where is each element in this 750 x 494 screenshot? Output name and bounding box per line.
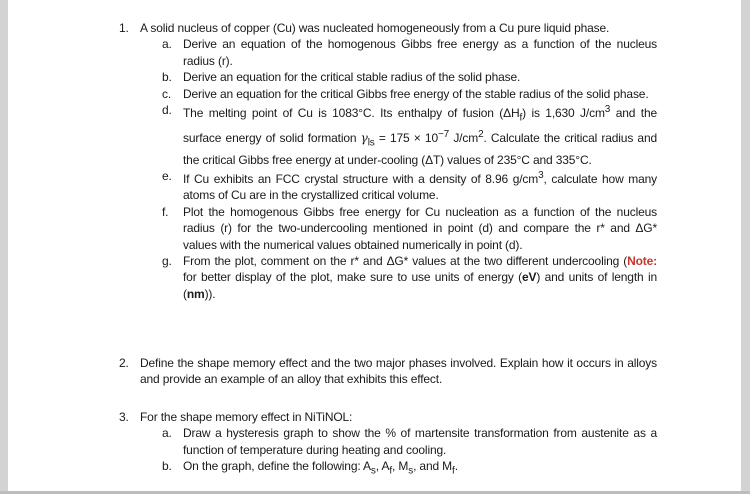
question-text: A solid nucleus of copper (Cu) was nucleated homogeneously from a Cu pure liquid phase.	[140, 21, 610, 35]
subquestion-label: d.	[162, 103, 172, 118]
subquestion-label: f.	[162, 204, 169, 219]
subquestion-1a	[162, 36, 657, 69]
superscript: −7	[437, 128, 450, 140]
subquestion-1f	[162, 204, 657, 253]
text-run: J/cm	[449, 130, 479, 145]
subquestion-text: Plot the homogenous Gibbs free energy for Cu nucleation as a function of the nucleus radius (r) for the two-undercooling mentioned in point (d) and compare the r* and ΔG* values with the numerical values obtained numerically in point (d).	[183, 204, 657, 252]
subquestion-1b	[162, 69, 657, 85]
subquestion-label: a.	[162, 426, 172, 441]
text-run: for better display of the plot, make sure to use units of energy (	[183, 270, 522, 285]
subscript: ls	[367, 137, 375, 149]
subquestion-1d	[162, 102, 657, 168]
subquestion-3b	[162, 458, 657, 480]
question-number: 3.	[119, 410, 129, 424]
question-number: 1.	[119, 21, 129, 35]
text-run: On the graph, define the following: A	[183, 459, 371, 474]
text-run: If Cu exhibits an FCC crystal structure with a density of 8.96 g/cm	[183, 172, 539, 187]
text-run: ) and units of length in (	[183, 270, 657, 301]
question-2	[119, 355, 657, 388]
unit-ev: eV	[521, 270, 537, 285]
text-run: , and M	[413, 459, 453, 474]
right-margin-shade	[741, 0, 750, 494]
subquestion-1e	[162, 168, 657, 204]
question-3	[119, 409, 657, 480]
left-margin-shade	[0, 0, 8, 494]
superscript: 3	[604, 104, 611, 116]
subquestion-label: g.	[162, 254, 172, 269]
subquestion-label: b.	[162, 70, 172, 85]
subscript: f	[519, 112, 523, 124]
question-number: 2.	[119, 356, 129, 370]
text-run: = 175 × 10	[374, 130, 438, 145]
gamma-symbol: γ	[360, 130, 368, 145]
question-text: Define the shape memory effect and the two major phases involved. Explain how it occurs in alloys and provide an example of an alloy that exhibits this effect.	[140, 356, 657, 387]
note-label: Note:	[627, 254, 657, 269]
subquestion-label: c.	[162, 86, 172, 101]
subquestion-label: b.	[162, 459, 172, 474]
subquestion-text: Derive an equation for the critical Gibbs free energy of the stable radius of the solid phase.	[183, 86, 649, 101]
subquestion-text: Draw a hysteresis graph to show the % of martensite transformation from austenite as a function of temperature during heating and cooling.	[183, 426, 657, 457]
subscript: f	[389, 465, 392, 477]
text-run: , M	[391, 459, 409, 474]
unit-nm: nm	[186, 286, 205, 301]
text-run: )).	[204, 286, 216, 301]
text-run: From the plot, comment on the r* and ΔG* values at the two different undercooling (	[183, 254, 628, 269]
question-text: For the shape memory effect in NiTiNOL:	[140, 410, 353, 424]
text-run: , A	[375, 459, 390, 474]
text-run: and the surface energy of solid formation	[183, 106, 657, 145]
text-run: The melting point of Cu is 1083°C. Its enthalpy of fusion (ΔH	[183, 106, 520, 121]
subquestion-3a	[162, 425, 657, 458]
superscript: 2	[478, 128, 484, 140]
subscript: f	[452, 465, 455, 477]
subquestion-text: Derive an equation of the homogenous Gibbs free energy as a function of the nucleus radius (r).	[183, 37, 657, 68]
subquestion-1g	[162, 253, 657, 302]
subquestion-text: Derive an equation for the critical stable radius of the solid phase.	[183, 70, 521, 85]
subquestion-label: e.	[162, 169, 172, 184]
subscript: s	[408, 465, 414, 477]
text-run: ) is 1,630 J/cm	[522, 106, 605, 121]
text-run: . Calculate the critical radius and the critical Gibbs free energy at under-cooling (ΔT) values of 235°C and 335°C.	[183, 130, 657, 167]
subquestion-label: a.	[162, 37, 172, 52]
text-run: , calculate how many atoms of Cu are in the crystallized critical volume.	[183, 172, 657, 203]
superscript: 3	[538, 170, 544, 182]
text-run: .	[454, 459, 458, 474]
subquestion-1c	[162, 86, 657, 102]
question-1	[119, 20, 657, 302]
subscript: s	[370, 465, 376, 477]
